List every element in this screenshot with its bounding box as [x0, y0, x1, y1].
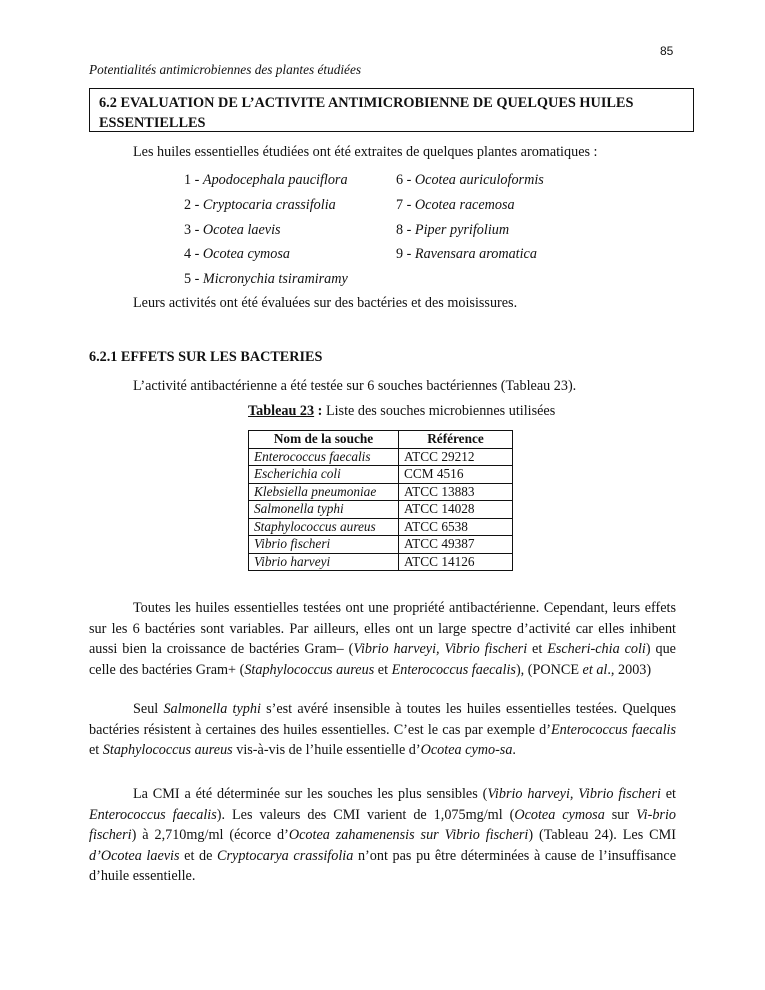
plant-number: 2 - — [184, 196, 203, 213]
text-run: s’est avéré insensible à toutes les huiles essentielles testées. Quelques bactéries résistent à certaines des huiles essentielles. C’est le cas par exemple d’ — [89, 701, 676, 738]
text-run: ) que celle des bactéries Gram+ ( — [89, 641, 676, 678]
italic-run: Vibrio harveyi, Vibrio fischeri — [353, 641, 528, 657]
reference-cell: ATCC 49387 — [399, 536, 513, 554]
italic-run: Vibrio harveyi, Vibrio fischeri — [487, 786, 661, 802]
paragraph-salmonella — [89, 699, 676, 761]
italic-run: Ocotea cymo-sa — [420, 742, 513, 758]
italic-run: Enterococcus faecalis — [550, 721, 676, 738]
text-run: Seul — [133, 701, 164, 717]
section-title-line1: 6.2 EVALUATION DE L’ACTIVITE ANTIMICROBIENNE DE QUELQUES HUILES — [99, 95, 634, 111]
plant-name: Ocotea laevis — [202, 221, 281, 238]
table-row — [249, 466, 513, 484]
plant-name: Cryptocaria crassifolia — [202, 196, 336, 213]
italic-run: Cryptocarya crassifolia — [217, 847, 354, 864]
strain-name-cell: Escherichia coli — [249, 466, 399, 484]
section-title-box — [89, 88, 694, 132]
plant-number: 6 - — [396, 172, 415, 188]
italic-run: Escheri-chia coli — [547, 641, 646, 657]
italic-run: Staphylococcus aureus — [244, 661, 375, 678]
italic-run: Vi-brio fischeri — [89, 806, 676, 843]
table-caption — [248, 403, 555, 420]
table-caption-label: Tableau 23 — [248, 403, 315, 419]
paragraph-antibacterial — [89, 598, 676, 680]
running-header: Potentialités antimicrobiennes des plantes étudiées — [89, 62, 362, 77]
plant-number: 9 - — [396, 246, 415, 263]
plant-name: Ravensara aromatica — [414, 246, 537, 263]
text-run: . — [512, 742, 516, 758]
strain-name-cell: Vibrio fischeri — [249, 536, 399, 554]
strain-name-cell: Salmonella typhi — [249, 501, 399, 519]
plant-name: Apodocephala pauciflora — [202, 172, 348, 188]
table-row — [249, 518, 513, 536]
header-strain-name: Nom de la souche — [249, 431, 399, 449]
strain-name-cell: Enterococcus faecalis — [249, 448, 399, 466]
text-run: ., 2003) — [607, 661, 652, 678]
table-row — [249, 483, 513, 501]
table-header-row — [249, 431, 513, 449]
italic-run: Ocotea cymosa — [514, 806, 605, 823]
text-run: ) à 2,710mg/ml (écorce d’ — [131, 827, 289, 843]
table-row — [249, 448, 513, 466]
text-run: ). Les valeurs des CMI varient de 1,075mg/ml ( — [216, 806, 515, 823]
plant-list-item — [396, 220, 616, 245]
strains-table — [248, 430, 513, 571]
plant-list-col1 — [184, 170, 404, 294]
plant-name: Micronychia tsiramiramy — [202, 271, 348, 288]
reference-cell: CCM 4516 — [399, 466, 513, 484]
italic-run: Enterococcus faecalis — [391, 661, 516, 678]
text-run: n’ont pas pu être déterminées à cause de l’insuffisance d’huile essentielle. — [89, 847, 676, 884]
reference-cell: ATCC 13883 — [399, 483, 513, 501]
header-reference: Référence — [399, 431, 513, 449]
intro-closing: Leurs activités ont été évaluées sur des bactéries et des moisissures. — [133, 295, 518, 311]
plant-name: Ocotea racemosa — [414, 196, 515, 213]
table-row — [249, 501, 513, 519]
plant-list-item — [184, 170, 404, 195]
text-run: Toutes les huiles essentielles testées ont une propriété antibactérienne. Cependant, leurs effets sur les 6 bactéries sont variables. Par ailleurs, elles ont un large spectre d’activité car elles inhibent aussi bien la croissance de bactéries Gram– ( — [89, 600, 676, 657]
plant-number: 5 - — [184, 271, 203, 288]
reference-cell: ATCC 29212 — [399, 448, 513, 466]
plant-list-item — [396, 195, 616, 220]
text-run: ), (PONCE — [515, 661, 583, 678]
intro-text: Les huiles essentielles étudiées ont été extraites de quelques plantes aromatiques : — [133, 144, 598, 160]
table-caption-sep: : — [314, 403, 326, 419]
strain-name-cell: Staphylococcus aureus — [249, 518, 399, 536]
text-run: La CMI a été déterminée sur les souches les plus sensibles ( — [133, 786, 488, 802]
italic-run: et al — [582, 661, 608, 678]
plant-list-item — [184, 195, 404, 220]
text-run: et — [374, 661, 392, 678]
plant-number: 1 - — [184, 172, 203, 188]
text-run: sur — [604, 806, 637, 823]
plant-list-item — [184, 244, 404, 269]
table-caption-text: Liste des souches microbiennes utilisées — [325, 403, 556, 419]
italic-run: Ocotea zahamenensis sur Vibrio fischeri — [288, 827, 529, 843]
plant-list-col2 — [396, 170, 616, 269]
reference-cell: ATCC 6538 — [399, 518, 513, 536]
section-title-line2: ESSENTIELLES — [99, 115, 206, 131]
reference-cell: ATCC 14028 — [399, 501, 513, 519]
plant-name: Ocotea cymosa — [202, 246, 290, 263]
strain-name-cell: Vibrio harveyi — [249, 553, 399, 571]
italic-run: Enterococcus faecalis — [89, 806, 217, 823]
paragraph-cmi — [89, 784, 676, 887]
italic-run: Staphylococcus aureus — [102, 742, 233, 758]
plant-list-item — [396, 170, 616, 195]
plant-list-item — [396, 244, 616, 269]
subsection-title: 6.2.1 EFFETS SUR LES BACTERIES — [89, 349, 323, 365]
italic-run: Salmonella typhi — [163, 701, 261, 717]
subsection-lead: L’activité antibactérienne a été testée sur 6 souches bactériennes (Tableau 23). — [133, 378, 577, 394]
page-number: 85 — [660, 44, 674, 58]
strain-name-cell: Klebsiella pneumoniae — [249, 483, 399, 501]
italic-run: d’Ocotea laevis — [89, 847, 180, 864]
reference-cell: ATCC 14126 — [399, 553, 513, 571]
text-run: et — [660, 786, 676, 802]
table-row — [249, 536, 513, 554]
text-run: vis-à-vis de l’huile essentielle d’ — [232, 742, 421, 758]
text-run: ) (Tableau 24). Les CMI — [528, 827, 676, 843]
table-row — [249, 553, 513, 571]
text-run: et — [89, 742, 103, 758]
text-run: et — [527, 641, 548, 657]
plant-number: 8 - — [396, 221, 415, 238]
plant-number: 3 - — [184, 221, 203, 238]
plant-list-item — [184, 220, 404, 245]
plant-number: 7 - — [396, 196, 415, 213]
plant-name: Ocotea auriculoformis — [414, 172, 544, 188]
text-run: et de — [179, 847, 218, 864]
plant-name: Piper pyrifolium — [414, 221, 510, 238]
plant-list-item — [184, 269, 404, 294]
plant-number: 4 - — [184, 246, 203, 263]
